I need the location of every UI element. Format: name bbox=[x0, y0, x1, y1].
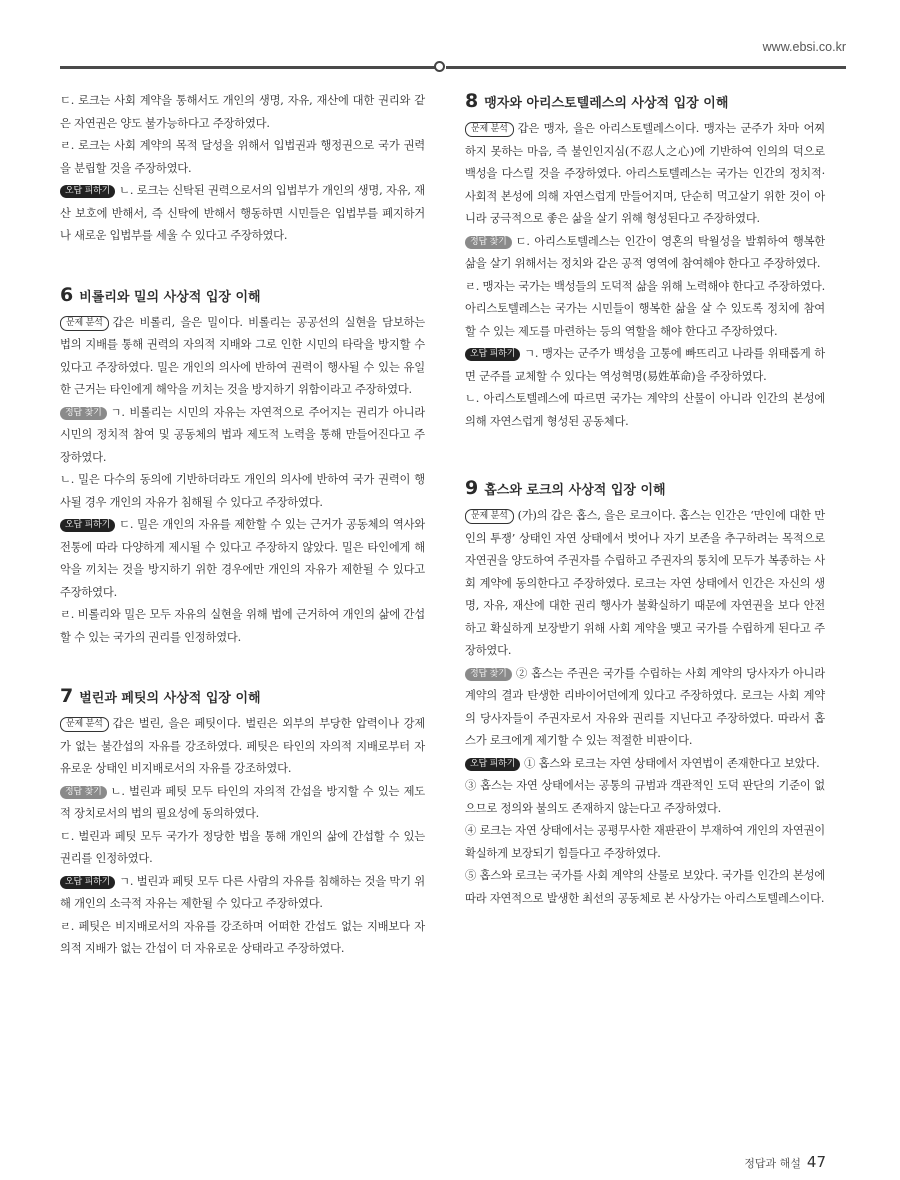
q9-number: 9 bbox=[465, 477, 479, 499]
q6-analysis bbox=[60, 312, 425, 402]
q6-number: 6 bbox=[60, 283, 74, 306]
q8-heading bbox=[465, 90, 825, 112]
q8-analysis-text: 갑은 맹자, 을은 아리스토텔레스이다. 맹자는 군주가 차마 어찌하지 못하는 마음, 즉 불인인지심(不忍人之心)에 기반하여 인의의 덕으로 백성을 다스릴 것을 주장하였다. 아리스토텔레스는 국가는 인간의 정치적·사회적 본성에 의해 자연스럽게 만들어지며, 단순히 먹고살기 위한 것이 아니라 궁극적으로 좋은 삶을 살기 위해 형성된다고 주장하였다. bbox=[465, 122, 825, 225]
wrong-badge: 오답 피하기 bbox=[60, 876, 115, 889]
q9-wrong-3: ④ 로크는 자연 상태에서는 공평무사한 재판관이 부재하여 개인의 자연권이 확실하게 보장되기 힘들다고 주장하였다. bbox=[465, 824, 825, 860]
q8-answer bbox=[465, 231, 825, 276]
answer-badge: 정답 찾기 bbox=[60, 407, 107, 420]
intro-point-d: ㄹ. 로크는 사회 계약의 목적 달성을 위해서 입법권과 행정권으로 국가 권력을 분립할 것을 주장하였다. bbox=[60, 139, 425, 175]
wrong-badge: 오답 피하기 bbox=[60, 185, 115, 198]
intro-wrong bbox=[60, 180, 425, 248]
q9-title: 홉스와 로크의 사상적 입장 이해 bbox=[484, 483, 666, 498]
q7-number: 7 bbox=[60, 685, 74, 707]
q8-wrong-2: ㄴ. 아리스토텔레스에 따르면 국가는 계약의 산물이 아니라 인간의 본성에 의해 자연스럽게 형성된 공동체다. bbox=[465, 392, 825, 428]
section-gap bbox=[60, 248, 425, 284]
right-column bbox=[465, 90, 825, 910]
q7-answer-text: ㄴ. 벌린과 페팃 모두 타인의 자의적 간섭을 방지할 수 있는 제도적 장치로서의 법의 필요성에 동의하였다. bbox=[60, 784, 425, 820]
wrong-badge: 오답 피하기 bbox=[465, 758, 520, 771]
q9-wrong-4: ⑤ 홉스와 로크는 국가를 사회 계약의 산물로 보았다. 국가를 인간의 본성에 따라 자연적으로 발생한 최선의 공동체로 본 사상가는 아리스토텔레스이다. bbox=[465, 869, 825, 905]
analysis-badge: 문제 분석 bbox=[465, 122, 514, 137]
intro-point-c: ㄷ. 로크는 사회 계약을 통해서도 개인의 생명, 자유, 재산에 대한 권리와 같은 자연권은 양도 불가능하다고 주장하였다. bbox=[60, 94, 425, 130]
section-gap bbox=[465, 433, 825, 477]
q8-answer-text: ㄷ. 아리스토텔레스는 인간이 영혼의 탁월성을 발휘하여 행복한 삶을 살기 위해서는 정치와 같은 공적 영역에 참여해야 한다고 주장하였다. bbox=[465, 234, 825, 270]
analysis-badge: 문제 분석 bbox=[60, 717, 109, 732]
q9-wrong bbox=[465, 753, 825, 776]
q8-number: 8 bbox=[465, 90, 479, 112]
q6-wrong-2: ㄹ. 비롤리와 밀은 모두 자유의 실현을 위해 법에 근거하여 개인의 삶에 간섭할 수 있는 국가의 권리를 인정하였다. bbox=[60, 608, 425, 644]
site-url: www.ebsi.co.kr bbox=[762, 40, 846, 54]
wrong-badge: 오답 피하기 bbox=[60, 519, 115, 532]
q6-title: 비롤리와 밀의 사상적 입장 이해 bbox=[79, 289, 261, 305]
q6-wrong bbox=[60, 514, 425, 604]
q9-heading bbox=[465, 477, 825, 499]
wrong-badge: 오답 피하기 bbox=[465, 348, 520, 361]
q9-wrong-2: ③ 홉스는 자연 상태에서는 공통의 규범과 객관적인 도덕 판단의 기준이 없으므로 정의와 불의도 존재하지 않는다고 주장하였다. bbox=[465, 779, 825, 815]
header-rule-knob bbox=[434, 61, 445, 72]
q6-analysis-text: 갑은 비롤리, 을은 밀이다. 비롤리는 공공선의 실현을 담보하는 법의 지배를 통해 권력의 자의적 지배와 그로 인한 시민의 타락을 방지할 수 있다고 주장하였다. 밀은 개인의 의사에 반하여 권력이 행사될 수 있는 유일한 근거는 타인에게 해악을 끼치는 것을 방지하기 위함이라고 주장하였다. bbox=[60, 315, 425, 396]
header-rule-left bbox=[60, 66, 436, 69]
q7-analysis-text: 갑은 벌린, 을은 페팃이다. 벌린은 외부의 부당한 압력이나 강제가 없는 불간섭의 자유를 강조하였다. 페팃은 타인의 자의적 지배로부터 자유로운 상태인 비지배로서의 자유를 강조하였다. bbox=[60, 717, 425, 775]
analysis-badge: 문제 분석 bbox=[60, 316, 109, 331]
q9-answer-text: ② 홉스는 주권은 국가를 수립하는 사회 계약의 당사자가 아니라 계약의 결과 탄생한 리바이어던에게 있다고 주장하였다. 로크는 사회 계약의 당사자들이 주권자로서 자유와 권리를 지닌다고 주장하였다. 따라서 홉스가 로크에게 제기할 수 있는 적절한 비판이다. bbox=[465, 666, 825, 747]
q7-heading bbox=[60, 685, 425, 707]
q7-answer-2: ㄷ. 벌린과 페팃 모두 국가가 정당한 법을 통해 개인의 삶에 간섭할 수 있는 권리를 인정하였다. bbox=[60, 829, 425, 865]
q8-wrong bbox=[465, 343, 825, 388]
q9-wrong-text: ① 홉스와 로크는 자연 상태에서 자연법이 존재한다고 보았다. bbox=[524, 756, 820, 770]
q8-answer-2: ㄹ. 맹자는 국가는 백성들의 도덕적 삶을 위해 노력해야 한다고 주장하였다. 아리스토텔레스는 국가는 시민들이 행복한 삶을 살 수 있도록 정치에 참여할 수 있는 제도를 마련하는 등의 역할을 해야 한다고 주장하였다. bbox=[465, 279, 825, 338]
q7-analysis bbox=[60, 713, 425, 781]
q7-answer bbox=[60, 781, 425, 826]
left-column bbox=[60, 90, 425, 961]
q8-analysis bbox=[465, 118, 825, 231]
q8-title: 맹자와 아리스토텔레스의 사상적 입장 이해 bbox=[484, 96, 729, 111]
section-gap bbox=[60, 649, 425, 685]
q7-wrong bbox=[60, 871, 425, 916]
answer-badge: 정답 찾기 bbox=[465, 236, 512, 249]
q6-answer-text: ㄱ. 비롤리는 시민의 자유는 자연적으로 주어지는 권리가 아니라 시민의 정치적 참여 및 공동체의 법과 제도적 노력을 통해 만들어진다고 주장하였다. bbox=[60, 405, 425, 464]
footer-label: 정답과 해설 bbox=[744, 1157, 801, 1170]
q6-answer-2: ㄴ. 밀은 다수의 동의에 기반하더라도 개인의 의사에 반하여 국가 권력이 행사될 경우 개인의 자유가 침해될 수 있다고 주장하였다. bbox=[60, 473, 425, 509]
q9-analysis-text: (가)의 갑은 홉스, 을은 로크이다. 홉스는 인간은 ‘만인에 대한 만인의 투쟁’ 상태인 자연 상태에서 벗어나 자기 보존을 추구하려는 목적으로 자연권을 양도하여 주권자를 수립하고 주권자의 통치에 모두가 복종하는 사회 계약에 동의한다고 주장하였다. 로크는 자연 상태에서 인간은 자신의 생명, 자유, 재산에 대한 권리 행사가 불확실하기 때문에 자연권을 보다 안전하고 확실하게 보장받기 위해 사회 계약을 맺고 국가를 수립하게 된다고 주장하였다. bbox=[465, 509, 825, 657]
header-rule-right bbox=[446, 66, 846, 69]
intro-wrong-text: ㄴ. 로크는 신탁된 권력으로서의 입법부가 개인의 생명, 자유, 재산 보호에 반해서, 즉 신탁에 반해서 행동하면 시민들은 입법부를 폐지하거나 새로운 입법부를 세울 수 있다고 주장하였다. bbox=[60, 184, 425, 242]
q6-heading bbox=[60, 284, 425, 306]
analysis-badge: 문제 분석 bbox=[465, 509, 514, 524]
answer-badge: 정답 찾기 bbox=[60, 786, 107, 799]
q9-answer bbox=[465, 663, 825, 753]
page-number: 47 bbox=[806, 1153, 826, 1171]
q7-wrong-text: ㄱ. 벌린과 페팃 모두 다른 사람의 자유를 침해하는 것을 막기 위해 개인의 소극적 자유는 제한될 수 있다고 주장하였다. bbox=[60, 874, 425, 910]
q7-title: 벌린과 페팃의 사상적 입장 이해 bbox=[79, 691, 261, 706]
q7-wrong-2: ㄹ. 페팃은 비지배로서의 자유를 강조하며 어떠한 간섭도 없는 지배보다 자의적 지배가 없는 간섭이 더 자유로운 상태라고 주장하였다. bbox=[60, 919, 425, 955]
answer-badge: 정답 찾기 bbox=[465, 668, 512, 681]
q8-wrong-text: ㄱ. 맹자는 군주가 백성을 고통에 빠뜨리고 나라를 위태롭게 하면 군주를 교체할 수 있다는 역성혁명(易姓革命)을 주장하였다. bbox=[465, 347, 825, 383]
q6-wrong-text: ㄷ. 밀은 개인의 자유를 제한할 수 있는 근거가 공동체의 역사와 전통에 따라 다양하게 제시될 수 있다고 주장하지 않았다. 밀은 타인에게 해악을 끼치는 것을 방지하기 위한 경우에만 개인의 자유가 제한될 수 있다고 주장하였다. bbox=[60, 518, 425, 599]
q6-answer bbox=[60, 402, 425, 470]
page-footer bbox=[740, 1152, 826, 1171]
q9-analysis bbox=[465, 505, 825, 663]
